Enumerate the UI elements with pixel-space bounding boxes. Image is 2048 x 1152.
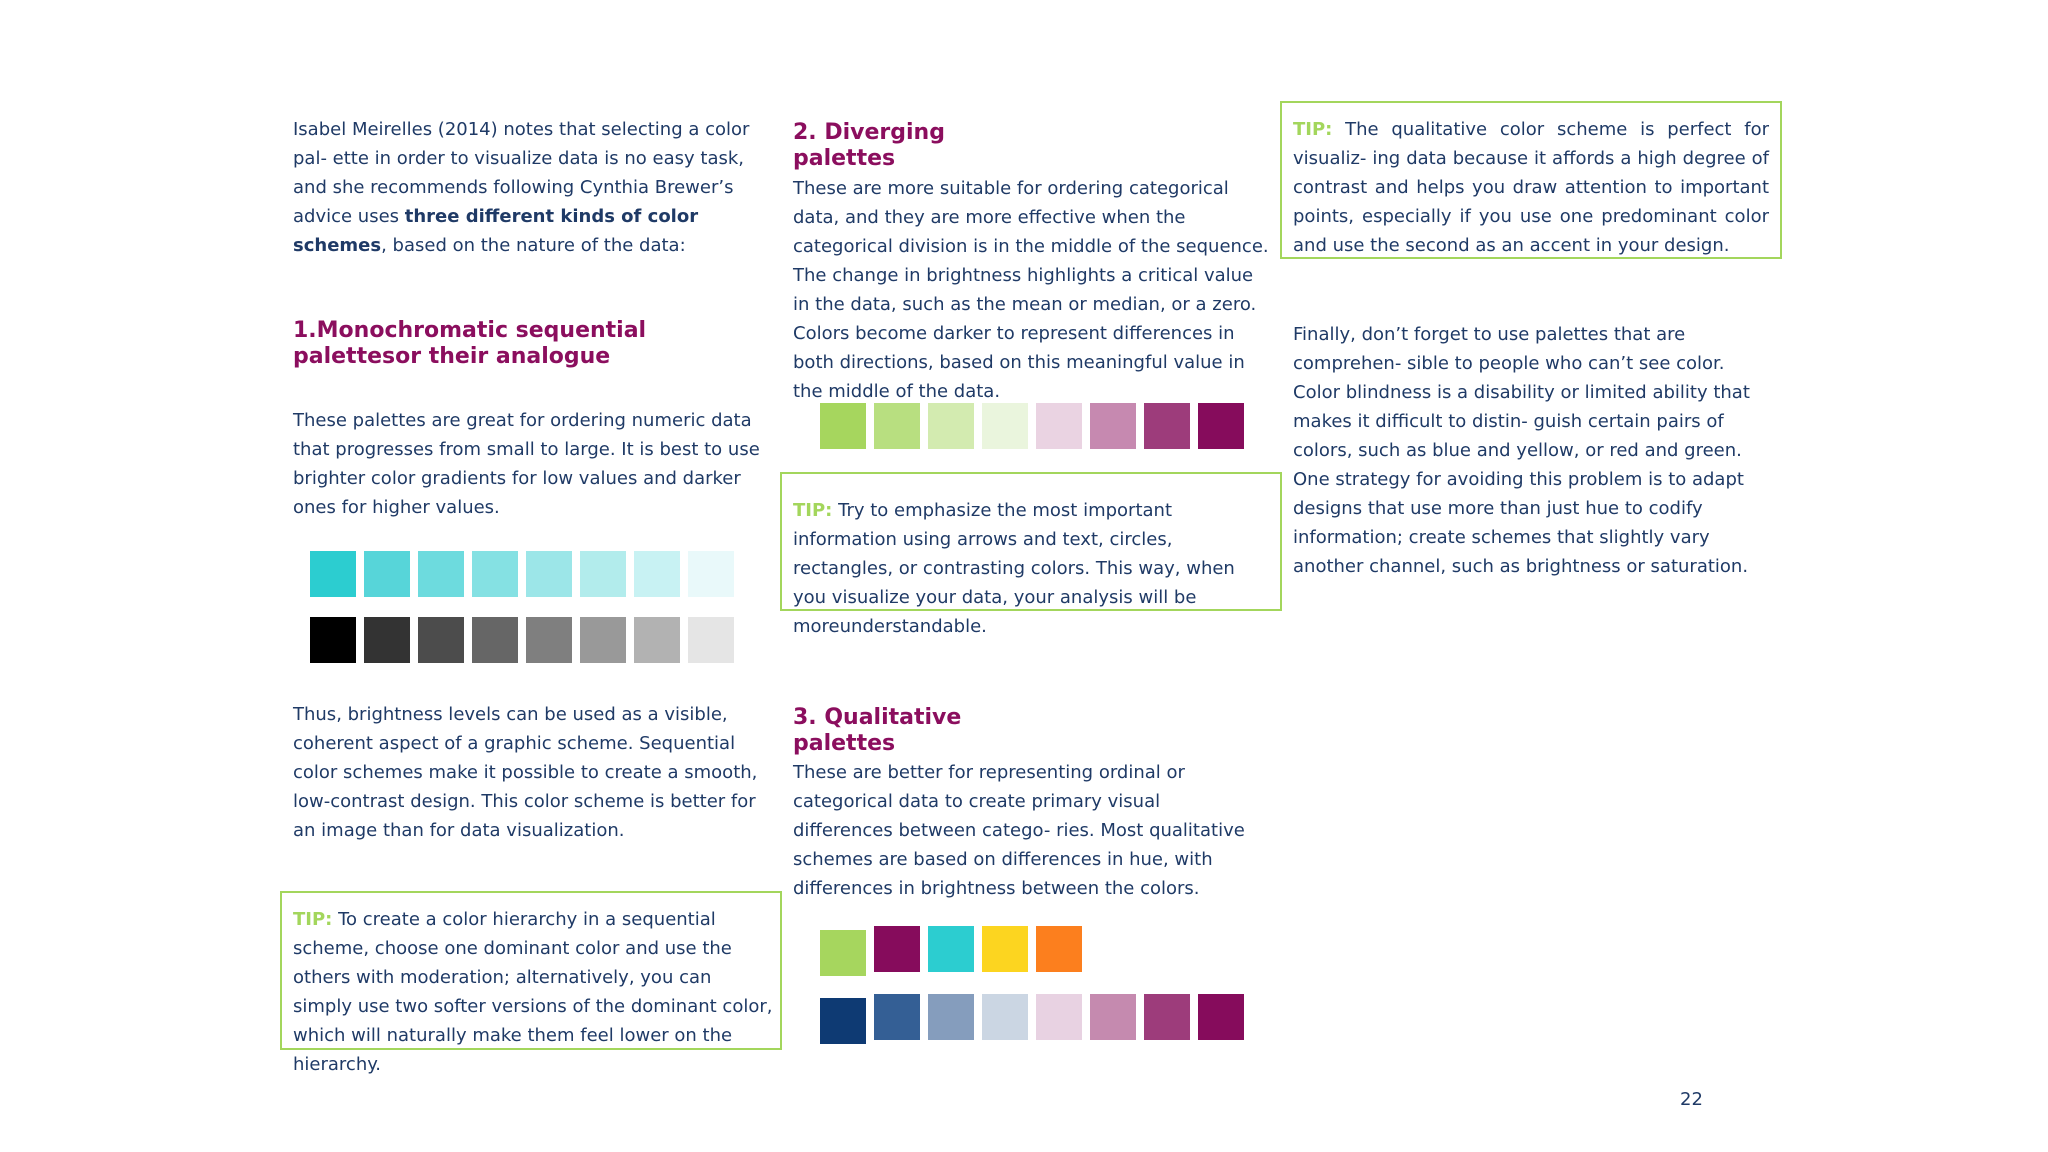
qualitative-swatch <box>820 930 866 976</box>
tip-body: Try to emphasize the most important information using arrows and text, circles, rectangles, or contrasting colors. This way, when you visualize your data, your analysis will be moreunderstandable. <box>793 500 1235 637</box>
intro-text-end: , based on the nature of the data: <box>381 235 686 256</box>
qualitative-swatch <box>1144 994 1190 1040</box>
diverging-swatch <box>820 403 866 449</box>
intro-text-bold: three different kinds of color schemes <box>293 206 699 256</box>
diverging-swatch <box>1036 403 1082 449</box>
teal-swatch <box>580 551 626 597</box>
section1-heading: 1.Monochromatic sequential palettesor their analogue <box>293 318 647 369</box>
qualitative-swatch <box>982 994 1028 1040</box>
tip-label: TIP: <box>793 500 833 521</box>
tip-body: To create a color hierarchy in a sequential scheme, choose one dominant color and use the others with moderation; alternatively, you can simply use two softer versions of the dominant color, which will naturally make them feel lower on the hierarchy. <box>293 909 773 1075</box>
diverging-swatch <box>1090 403 1136 449</box>
qualitative-swatch <box>928 994 974 1040</box>
teal-swatch <box>418 551 464 597</box>
gray-swatch <box>472 617 518 663</box>
teal-swatch <box>310 551 356 597</box>
section2-heading: 2. Diverging palettes <box>793 120 945 171</box>
section3-heading: 3. Qualitative palettes <box>793 705 962 756</box>
qualitative-swatch <box>928 926 974 972</box>
diverging-swatch <box>874 403 920 449</box>
tip-label: TIP: <box>293 909 333 930</box>
tip-label: TIP: <box>1293 119 1333 140</box>
qualitative-swatch <box>874 994 920 1040</box>
tip-diverging-text <box>793 496 1243 641</box>
qualitative-swatch <box>1036 926 1082 972</box>
qualitative-swatch <box>1036 994 1082 1040</box>
sequential-gray-palette <box>310 617 750 663</box>
section3-body: These are better for representing ordinal or categorical data to create primary visual differences between catego- ries. Most qualitative schemes are based on differences in hue, with differences in brightness between the colors. <box>793 762 1245 899</box>
teal-swatch <box>364 551 410 597</box>
tip-sequential-text <box>293 905 773 1079</box>
diverging-swatch <box>928 403 974 449</box>
diverging-swatch <box>982 403 1028 449</box>
gray-swatch <box>634 617 680 663</box>
page-number: 22 <box>1680 1089 1703 1110</box>
gray-swatch <box>418 617 464 663</box>
gray-swatch <box>526 617 572 663</box>
gray-swatch <box>364 617 410 663</box>
intro-paragraph <box>293 115 763 260</box>
diverging-swatch <box>1198 403 1244 449</box>
section2-body: These are more suitable for ordering categorical data, and they are more effective when the categorical division is in the middle of the sequence. The change in brightness highlights a critical value in the data, such as the mean or median, or a zero. Colors become darker to represent differences in both directions, based on this meaningful value in the middle of the data. <box>793 178 1269 402</box>
teal-swatch <box>688 551 734 597</box>
diverging-swatch <box>1144 403 1190 449</box>
diverging-palette <box>820 403 1260 449</box>
teal-swatch <box>634 551 680 597</box>
qualitative-palette-row1 <box>820 926 1120 976</box>
section1-body: These palettes are great for ordering numeric data that progresses from small to large. It is best to use brighter color gradients for low values and darker ones for higher values. <box>293 410 760 518</box>
gray-swatch <box>310 617 356 663</box>
qualitative-swatch <box>1090 994 1136 1040</box>
gray-swatch <box>580 617 626 663</box>
qualitative-palette-row2 <box>820 994 1260 1044</box>
section1-after-text: Thus, brightness levels can be used as a visible, coherent aspect of a graphic scheme. Sequential color schemes make it possible to create a smooth, low-contrast design. This color scheme is better for an image than for data visualization. <box>293 704 758 841</box>
sequential-teal-palette <box>310 551 750 597</box>
tip-qualitative-text <box>1293 115 1769 260</box>
teal-swatch <box>526 551 572 597</box>
qualitative-swatch <box>874 926 920 972</box>
qualitative-swatch <box>1198 994 1244 1040</box>
tip-body: The qualitative color scheme is perfect for visualiz- ing data because it affords a high degree of contrast and helps you draw attention to important points, especially if you use one predominant color and use the second as an accent in your design. <box>1293 119 1769 256</box>
teal-swatch <box>472 551 518 597</box>
final-paragraph: Finally, don’t forget to use palettes that are comprehen- sible to people who can’t see color. Color blindness is a disability or limited ability that makes it difficult to distin- guish certain pairs of colors, such as blue and yellow, or red and green. One strategy for avoiding this problem is to adapt designs that use more than just hue to codify information; create schemes that slightly vary another channel, such as brightness or saturation. <box>1293 324 1750 577</box>
intro-text-start: Isabel Meirelles (2014) notes that selecting a color pal- ette in order to visualize data is no easy task, and she recommends following Cynthia Brewer’s advice uses <box>293 119 750 227</box>
qualitative-swatch <box>820 998 866 1044</box>
qualitative-swatch <box>982 926 1028 972</box>
gray-swatch <box>688 617 734 663</box>
